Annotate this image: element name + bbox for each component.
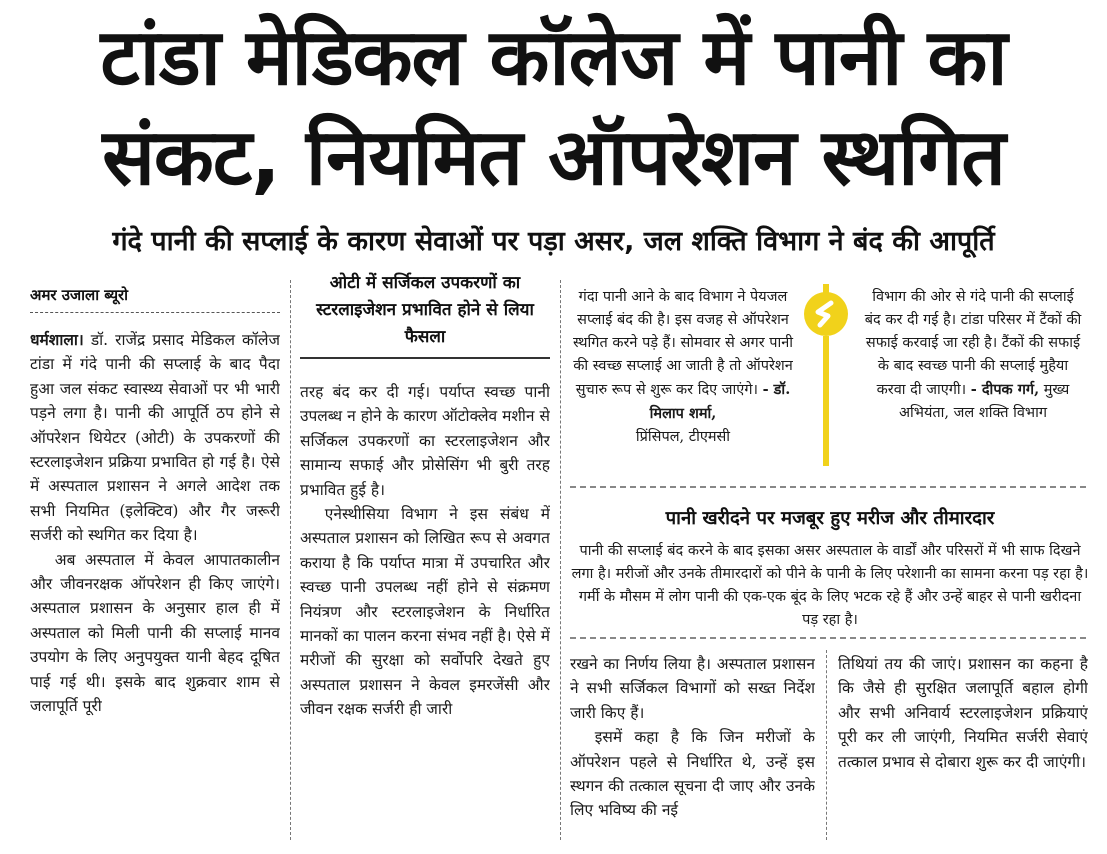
article-column-4 [838,652,1088,838]
headline-line-1: टांडा मेडिकल कॉलेज में पानी का [100,13,1007,103]
paragraph: अब अस्पताल में केवल आपातकालीन और जीवनरक्षक ऑपरेशन ही किए जाएंगे। अस्पताल प्रशासन के अनुसार हाल ही में अस्पताल को मिली पानी की सप्लाई मानव उपयोग के लिए अनुपयुक्त यानी बेहद दूषित पाई गई थी। इसके बाद शुक्रवार शाम से जलापूर्ति पूरी [30,550,280,716]
subheadline: गंदे पानी की सप्लाई के कारण सेवाओं पर पड़ा असर, जल शक्ति विभाग ने बंद की आपूर्ति [112,226,995,257]
quote-designation: प्रिंसिपल, टीएमसी [635,429,731,445]
dateline: धर्मशाला। [30,330,84,349]
headline-line-2: संकट, नियमित ऑपरेशन स्थगित [102,113,1005,203]
article-column-1 [30,328,280,838]
section-heading: पानी खरीदने पर मजबूर हुए मरीज और तीमारदार [665,508,995,529]
column-divider [560,280,561,840]
quote-text: गंदा पानी आने के बाद विभाग ने पेयजल सप्लाई बंद की है। इस वजह से ऑपरेशन स्थगित करने पड़े हैं। सोमवार से अगर पानी की स्वच्छ सप्लाई आ जाती है तो ऑपरेशन सुचारु रूप से शुरू कर दिए जाएंगे। [572,289,794,398]
quote-attribution: - दीपक गर्ग, [970,381,1040,398]
paragraph: इसमें कहा है कि जिन मरीजों के ऑपरेशन पहले से निर्धारित थे, उन्हें इस स्थगन की तत्काल सूचना दी जाए और उनके लिए भविष्य की नई [570,728,815,820]
section-divider [570,637,1086,639]
paragraph [30,328,280,548]
column-divider [826,650,827,840]
byline: अमर उजाला ब्यूरो [30,284,280,313]
amar-ujala-logo-icon [804,292,848,336]
paragraph: एनेस्थीसिया विभाग ने इस संबंध में अस्पताल प्रशासन को लिखित रूप से अवगत कराया है कि पर्याप्त मात्रा में उपचारित और स्वच्छ पानी उपलब्ध नहीं होने से संक्रमण नियंत्रण और स्टरलाइजेशन के निर्धारित मानकों का पालन करना संभव नहीं है। ऐसे में मरीजों की सुरक्षा को सर्वोपरि देखते हुए अस्पताल प्रशासन ने केवल इमरजेंसी और जीवन रक्षक सर्जरी ही जारी [300,505,550,719]
column-divider [290,280,291,840]
paragraph: तिथियां तय की जाएं। प्रशासन का कहना है कि जैसे ही सुरक्षित जलापूर्ति बहाल होगी और सभी अनिवार्य स्टरलाइजेशन प्रक्रियाएं पूरी कर ली जाएंगी, नियमित सर्जरी सेवाएं तत्काल प्रभाव से दोबारा शुरू कर दी जाएंगी। [838,655,1088,771]
sidebar-heading: ओटी में सर्जिकल उपकरणों का स्टरलाइजेशन प्रभावित होने से लिया फैसला [300,270,550,359]
paragraph-text: डॉ. राजेंद्र प्रसाद मेडिकल कॉलेज टांडा में गंदे पानी की सप्लाई के बाद पैदा हुआ जल संकट स्वास्थ्य सेवाओं पर भी भारी पड़ने लगा है। पानी की आपूर्ति ठप होने से ऑपरेशन थियेटर (ओटी) के उपकरणों की स्टरलाइजेशन प्रक्रिया प्रभावित हो गई है। ऐसे में अस्पताल प्रशासन ने अगले आदेश तक सभी नियमित (इलेक्टिव) और गैर जरूरी सर्जरी को स्थगित कर दिया है। [30,331,280,545]
quote-principal [572,286,794,449]
quote-text: विभाग की ओर से गंदे पानी की सप्लाई बंद कर दी गई है। टांडा परिसर में टैंकों की सफाई करवाई जा रही है। टैंकों की सफाई के बाद स्वच्छ पानी की सप्लाई मुहैया करवा दी जाएगी। [864,289,1082,398]
article-column-3 [570,652,815,838]
section-body: पानी की सप्लाई बंद करने के बाद इसका असर अस्पताल के वार्डों और परिसरों में भी साफ दिखने लगा है। मरीजों और उनके तीमारदारों को पीने के पानी के लिए परेशानी का सामना करना पड़ रहा है। गर्मी के मौसम में लोग पानी की एक-एक बूंद के लिए भटक रहे हैं और उन्हें बाहर से पानी खरीदना पड़ रहा है। [571,543,1089,628]
article-column-2 [300,380,550,838]
quote-designation: मुख्य अभियंता, जल शक्ति विभाग [898,382,1070,421]
quote-engineer [862,286,1084,425]
paragraph: तरह बंद कर दी गई। पर्याप्त स्वच्छ पानी उपलब्ध न होने के कारण ऑटोक्लेव मशीन से सर्जिकल उपकरणों का स्टरलाइजेशन और सामान्य सफाई और प्रोसेसिंग भी बुरी तरह प्रभावित हुई है। [300,383,550,499]
paragraph: रखने का निर्णय लिया है। अस्पताल प्रशासन ने सभी सर्जिकल विभागों को सख्त निर्देश जारी किए हैं। [570,655,815,722]
quote-attribution: - डॉ. मिलाप शर्मा, [649,381,791,422]
logo-mark-icon [804,292,848,336]
logo-stem [823,336,829,466]
section-divider [570,486,1086,488]
